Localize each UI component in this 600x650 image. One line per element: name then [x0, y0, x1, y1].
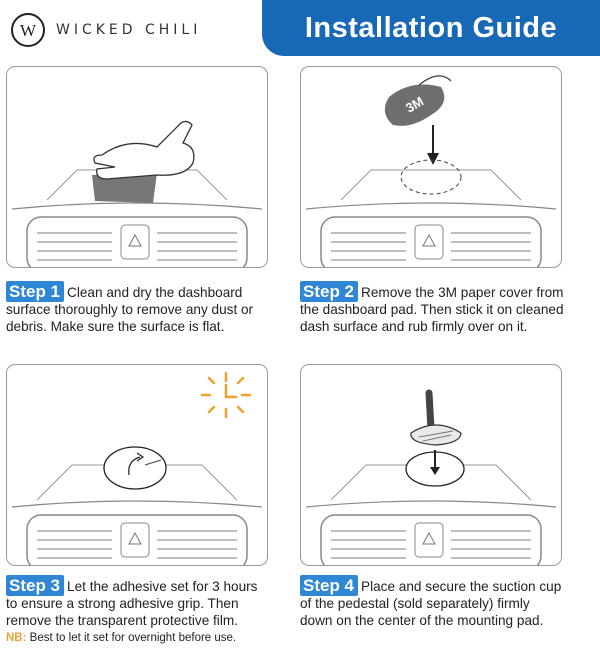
note-label: NB:: [6, 632, 27, 644]
logo-letters: W: [19, 21, 37, 40]
step-1-description: Clean and dry the dashboard surface thoroughly to remove any dust or debris. Make sure the surface is flat.: [6, 285, 254, 334]
step-3-text: [6, 577, 268, 629]
peel-3m-pad-icon: [301, 67, 561, 267]
note-text: Best to let it set for overnight before use.: [29, 632, 237, 644]
step-3-illustration: [6, 364, 268, 566]
step-4-illustration: [300, 364, 562, 566]
step-3-badge: Step 3: [6, 575, 64, 596]
note: [6, 632, 236, 644]
step-2-badge: Step 2: [300, 281, 358, 302]
step-4-text: [300, 577, 562, 629]
step-3-description: Let the adhesive set for 3 hours to ensure a strong adhesive grip. Then remove the transparent protective film.: [6, 579, 258, 628]
step-1-badge: Step 1: [6, 281, 64, 302]
step-2-illustration: [300, 66, 562, 268]
step-2-text: [300, 283, 565, 335]
adhesive-set-icon: [7, 365, 267, 565]
step-1-text: [6, 283, 268, 335]
pad-label: 3M: [403, 93, 427, 116]
dashboard-clean-icon: [7, 67, 267, 267]
step-4-description: Place and secure the suction cup of the pedestal (sold separately) firmly down on the center of the mounting pad.: [300, 579, 562, 628]
step-4-badge: Step 4: [300, 575, 358, 596]
step-2-description: Remove the 3M paper cover from the dashboard pad. Then stick it on cleaned dash surface and rub firmly over on it.: [300, 285, 564, 334]
page-title: Installation Guide: [262, 0, 600, 56]
brand-name: WICKED CHILI: [56, 22, 202, 38]
logo-icon: [10, 12, 46, 48]
step-1-illustration: [6, 66, 268, 268]
brand-logo: [10, 12, 201, 48]
suction-cup-mount-icon: [301, 365, 561, 565]
clock-icon: [202, 373, 250, 417]
